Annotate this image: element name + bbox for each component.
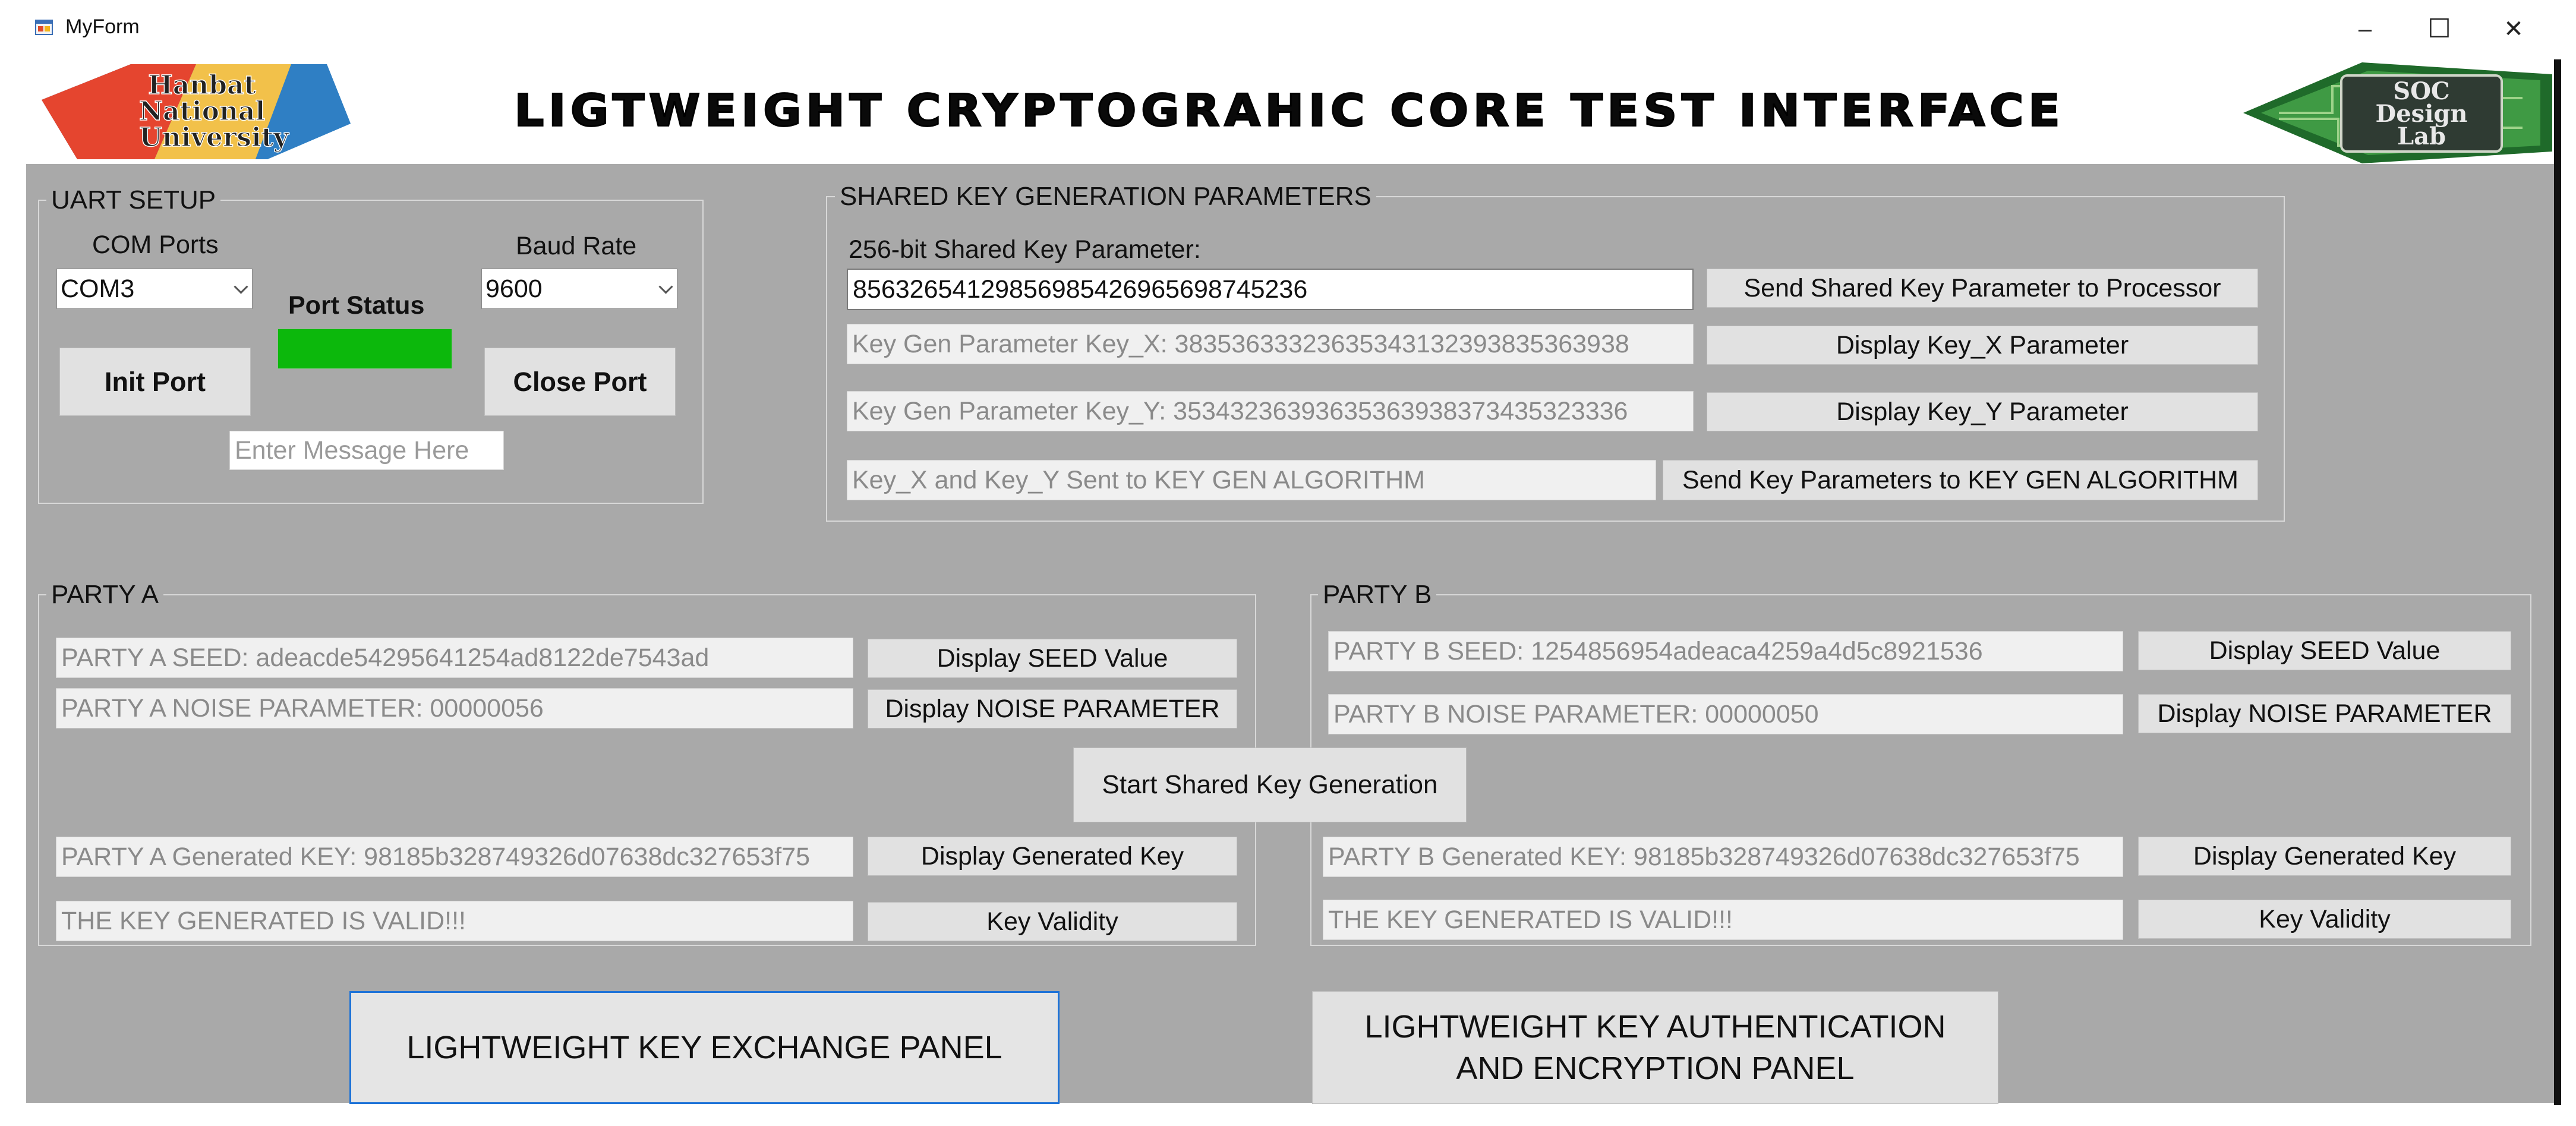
display-key-x-button[interactable]: Display Key_X Parameter	[1707, 326, 2258, 365]
party-b-validity-field: THE KEY GENERATED IS VALID!!!	[1323, 900, 2123, 940]
minimize-button[interactable]: –	[2358, 16, 2372, 42]
window-right-border	[2554, 59, 2561, 1105]
window-title-bar	[0, 0, 2576, 56]
init-port-button[interactable]: Init Port	[59, 348, 251, 416]
party-a-seed-field: PARTY A SEED: adeacde54295641254ad8122de7543ad	[56, 638, 853, 678]
party-a-noise-field: PARTY A NOISE PARAMETER: 00000056	[56, 688, 853, 728]
keys-sent-status-field: Key_X and Key_Y Sent to KEY GEN ALGORITHM	[847, 460, 1656, 500]
baud-rate-value: 9600	[485, 274, 543, 303]
party-a-validity-field: THE KEY GENERATED IS VALID!!!	[56, 901, 853, 941]
window-title: MyForm	[65, 15, 140, 38]
key-exchange-panel-button[interactable]: LIGHTWEIGHT KEY EXCHANGE PANEL	[349, 991, 1060, 1104]
party-a-display-seed-button[interactable]: Display SEED Value	[868, 639, 1237, 678]
uart-setup-title: UART SETUP	[46, 185, 220, 215]
party-b-display-key-button[interactable]: Display Generated Key	[2138, 837, 2511, 876]
send-shared-key-button[interactable]: Send Shared Key Parameter to Processor	[1707, 269, 2258, 308]
party-b-key-validity-button[interactable]: Key Validity	[2138, 900, 2511, 939]
chevron-down-icon	[234, 280, 248, 294]
shared-key-param-input[interactable]: 85632654129856985426965698745236	[847, 269, 1694, 310]
party-b-key-field: PARTY B Generated KEY: 98185b328749326d07638dc327653f75	[1323, 837, 2123, 877]
right-logo-line-2: Design	[2375, 100, 2468, 128]
right-logo-line-3: Lab	[2397, 122, 2446, 150]
party-b-title: PARTY B	[1318, 580, 1436, 610]
party-b-noise-field: PARTY B NOISE PARAMETER: 00000050	[1328, 694, 2123, 734]
party-a-display-key-button[interactable]: Display Generated Key	[868, 837, 1237, 876]
party-b-display-noise-button[interactable]: Display NOISE PARAMETER	[2138, 694, 2511, 733]
key-auth-panel-line-1: LIGHTWEIGHT KEY AUTHENTICATION	[1364, 1009, 1946, 1045]
party-b-display-seed-button[interactable]: Display SEED Value	[2138, 631, 2511, 670]
send-key-params-button[interactable]: Send Key Parameters to KEY GEN ALGORITHM	[1663, 460, 2258, 500]
start-shared-key-generation-button[interactable]: Start Shared Key Generation	[1073, 747, 1467, 822]
key-auth-encryption-panel-button[interactable]	[1312, 991, 1998, 1104]
key-auth-panel-line-2: AND ENCRYPTION PANEL	[1456, 1051, 1855, 1086]
message-input[interactable]: Enter Message Here	[229, 431, 504, 470]
com-port-select[interactable]	[56, 269, 253, 309]
party-a-key-field: PARTY A Generated KEY: 98185b328749326d07638dc327653f75	[56, 837, 853, 877]
shared-key-title: SHARED KEY GENERATION PARAMETERS	[835, 182, 1376, 212]
left-logo-line-2: National	[138, 96, 266, 127]
maximize-button[interactable]: ☐	[2427, 14, 2451, 43]
left-logo-line-1: Hanbat	[148, 70, 256, 100]
key-x-field: Key Gen Parameter Key_X: 38353633323635343132393835363938	[847, 324, 1694, 364]
chevron-down-icon	[658, 280, 673, 294]
com-ports-label: COM Ports	[92, 231, 219, 259]
baud-rate-label: Baud Rate	[516, 232, 637, 260]
party-a-title: PARTY A	[46, 580, 163, 610]
party-a-display-noise-button[interactable]: Display NOISE PARAMETER	[868, 689, 1237, 728]
shared-key-param-label: 256-bit Shared Key Parameter:	[849, 235, 1201, 264]
banner-title: LIGTWEIGHT CRYPTOGRAHIC CORE TEST INTERFACE	[514, 86, 2065, 137]
left-logo-line-3: University	[139, 122, 289, 153]
baud-rate-select[interactable]	[481, 269, 677, 309]
close-port-button[interactable]: Close Port	[484, 348, 676, 416]
party-b-seed-field: PARTY B SEED: 1254856954adeaca4259a4d5c8921536	[1328, 631, 2123, 671]
hanbat-university-logo	[42, 64, 351, 159]
port-status-indicator	[278, 329, 452, 369]
key-y-field: Key Gen Parameter Key_Y: 35343236393635363938373435323336	[847, 391, 1694, 431]
port-status-label: Port Status	[288, 291, 425, 320]
right-logo-line-1: SOC	[2393, 77, 2450, 105]
com-port-value: COM3	[61, 274, 135, 303]
app-form-icon	[34, 18, 53, 37]
party-a-key-validity-button[interactable]: Key Validity	[868, 902, 1237, 941]
close-window-button[interactable]: ✕	[2504, 16, 2524, 42]
display-key-y-button[interactable]: Display Key_Y Parameter	[1707, 392, 2258, 431]
soc-design-lab-logo	[2243, 62, 2552, 163]
